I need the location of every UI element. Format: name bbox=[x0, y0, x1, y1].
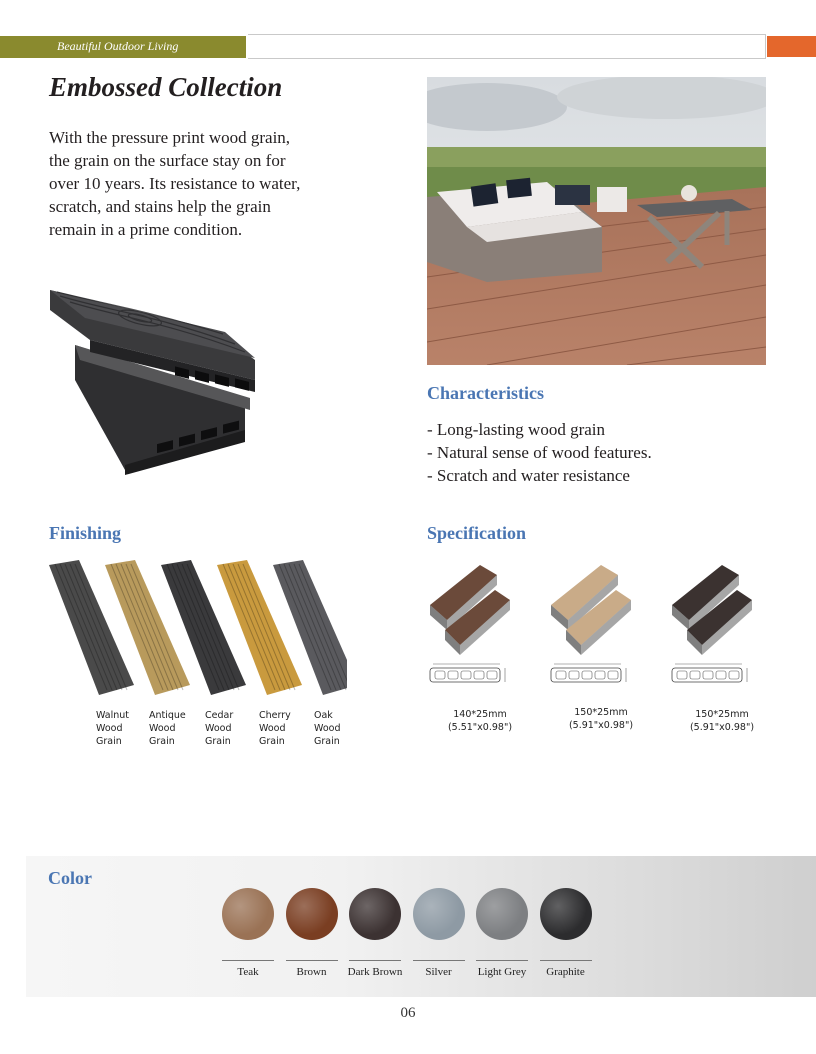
finish-label-walnut: Walnut Wood Grain bbox=[96, 710, 130, 747]
spec-size: 150*25mm (5.91"x0.98") bbox=[689, 709, 755, 733]
characteristic-item: - Natural sense of wood features. bbox=[427, 443, 652, 462]
color-swatch bbox=[540, 888, 592, 940]
finish-label-antique: Antique Wood Grain bbox=[149, 710, 186, 747]
header-rule-box bbox=[248, 34, 766, 59]
page-number: 06 bbox=[400, 1005, 416, 1021]
color-swatch bbox=[349, 888, 401, 940]
color-swatch bbox=[222, 888, 274, 940]
spec-profile bbox=[672, 664, 747, 682]
intro-paragraph bbox=[49, 126, 349, 241]
spec-item bbox=[667, 560, 777, 740]
swatch-divider bbox=[413, 960, 465, 961]
spec-item bbox=[546, 560, 656, 740]
swatch-divider bbox=[540, 960, 592, 961]
color-swatch bbox=[476, 888, 528, 940]
finish-label-cherry: Cherry Wood Grain bbox=[259, 710, 291, 747]
header-tagline: Beautiful Outdoor Living bbox=[57, 39, 179, 53]
color-heading: Color bbox=[48, 868, 92, 888]
spec-item bbox=[425, 560, 535, 740]
finishing-samples-image bbox=[47, 560, 347, 700]
intro-line: remain in a prime condition. bbox=[49, 220, 243, 239]
header-tagline-bar bbox=[0, 36, 246, 58]
color-swatch-name: Light Grey bbox=[477, 966, 527, 978]
intro-line: the grain on the surface stay on for bbox=[49, 151, 286, 170]
swatch-divider bbox=[222, 960, 274, 961]
spec-size: 150*25mm (5.91"x0.98") bbox=[568, 707, 634, 731]
spec-board-drawing bbox=[667, 560, 777, 700]
specification-heading: Specification bbox=[427, 523, 526, 543]
spec-profile bbox=[430, 664, 505, 682]
spec-profile bbox=[551, 664, 626, 682]
swatch-divider bbox=[349, 960, 401, 961]
characteristic-item: - Scratch and water resistance bbox=[427, 466, 630, 485]
spec-size: 140*25mm (5.51"x0.98") bbox=[447, 709, 513, 733]
characteristics-heading: Characteristics bbox=[427, 383, 544, 403]
spec-board-drawing bbox=[425, 560, 535, 700]
spec-board bbox=[430, 565, 510, 655]
decking-board-image bbox=[45, 270, 265, 475]
header-accent-block bbox=[767, 36, 816, 57]
color-swatch bbox=[286, 888, 338, 940]
spec-board bbox=[551, 565, 631, 655]
intro-line: With the pressure print wood grain, bbox=[49, 128, 291, 147]
color-swatch-name: Dark Brown bbox=[347, 966, 403, 978]
finish-label-oak: Oak Wood Grain bbox=[314, 710, 341, 747]
finish-label-cedar: Cedar Wood Grain bbox=[205, 710, 234, 747]
swatch-divider bbox=[476, 960, 528, 961]
deck-lifestyle-photo bbox=[427, 77, 766, 365]
spec-board-drawing bbox=[546, 560, 656, 700]
characteristic-item: - Long-lasting wood grain bbox=[427, 420, 605, 439]
intro-line: scratch, and stains help the grain bbox=[49, 197, 271, 216]
page-title: Embossed Collection bbox=[49, 72, 283, 102]
intro-line: over 10 years. Its resistance to water, bbox=[49, 174, 301, 193]
characteristics-list bbox=[427, 418, 652, 487]
color-swatch-name: Teak bbox=[237, 966, 259, 978]
color-swatch-name: Silver bbox=[425, 966, 452, 978]
color-swatch bbox=[413, 888, 465, 940]
swatch-divider bbox=[286, 960, 338, 961]
color-swatch-name: Brown bbox=[296, 966, 327, 978]
color-swatch-name: Graphite bbox=[546, 966, 585, 978]
spec-board bbox=[672, 565, 752, 655]
finishing-heading: Finishing bbox=[49, 523, 122, 543]
